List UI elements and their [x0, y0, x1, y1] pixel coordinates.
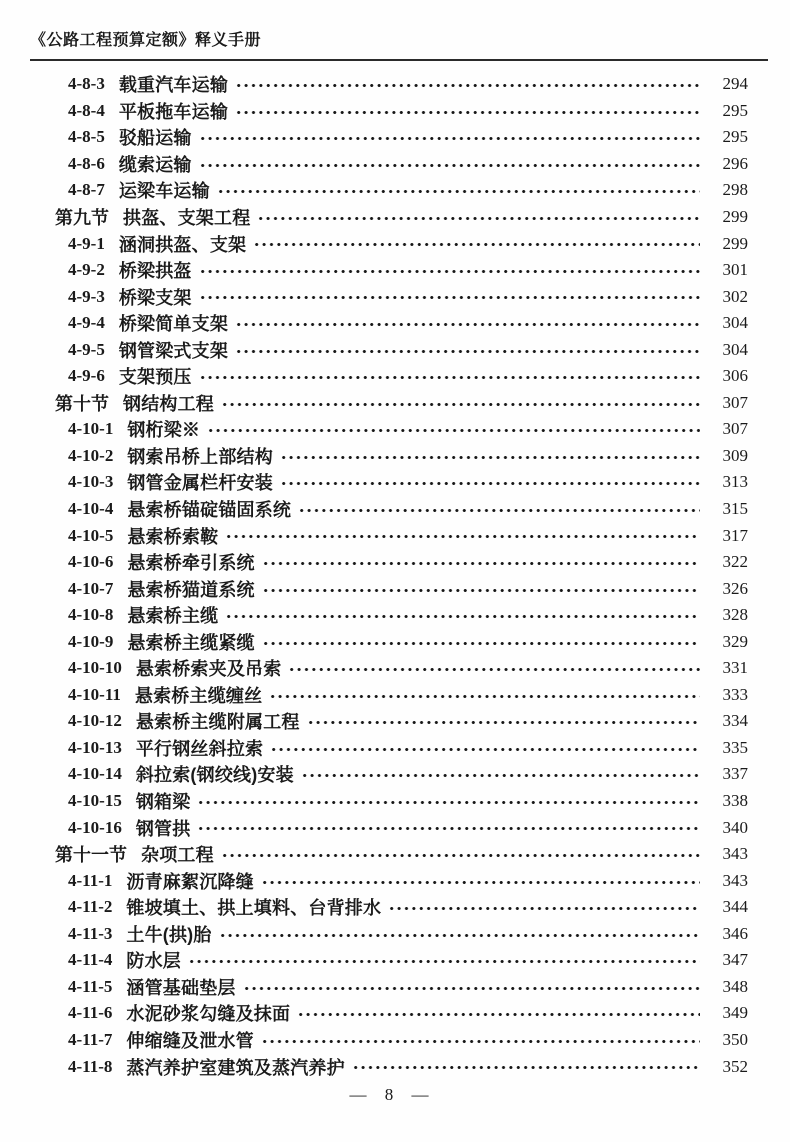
dotted-leader: [280, 469, 700, 496]
toc-entry-title: 平板拖车运输: [118, 101, 229, 122]
toc-entry: [30, 735, 748, 762]
toc-entry-title: 悬索桥主缆: [127, 606, 219, 627]
toc-entry: [30, 390, 748, 417]
toc-entry: [30, 151, 748, 178]
toc-entry-page: 295: [722, 100, 748, 120]
toc-entry-number: 4-11-8: [68, 1056, 113, 1076]
toc-entry-title: 平行钢丝斜拉索: [135, 738, 264, 759]
toc-entry-title: 拱盔、支架工程: [123, 208, 251, 228]
dotted-leader: [261, 1027, 700, 1054]
toc-entry-number: 第十一节: [55, 845, 127, 866]
dotted-leader: [219, 921, 700, 948]
toc-entry: [30, 177, 748, 204]
toc-entry: [30, 469, 748, 496]
dotted-leader: [301, 761, 700, 788]
toc-entry: [30, 443, 748, 470]
dotted-leader: [257, 204, 700, 231]
toc-entry-number: 4-10-3: [68, 472, 114, 492]
toc-entry-page: 343: [722, 870, 748, 890]
toc-entry-number: 4-8-4: [68, 100, 105, 120]
toc-entry-title: 钢管拱: [135, 818, 191, 839]
toc-entry-title: 钢桁梁※: [127, 420, 201, 441]
toc-entry-page: 315: [722, 499, 748, 519]
toc-entry: [30, 257, 748, 284]
toc-entry-page: 331: [722, 658, 748, 678]
toc-entry-page: 328: [722, 605, 748, 625]
toc-entry-title: 钢箱梁: [135, 792, 191, 813]
toc-entry-number: 4-10-5: [68, 525, 114, 545]
toc-entry-number: 4-11-3: [68, 923, 113, 943]
toc-entry-page: 304: [722, 339, 748, 359]
toc-entry-number: 4-11-7: [68, 1029, 113, 1049]
toc-entry-title: 运梁车运输: [118, 181, 210, 202]
toc-entry-number: 4-10-11: [68, 684, 121, 704]
dotted-leader: [199, 283, 700, 310]
toc-entry: [30, 496, 748, 523]
toc-entry-page: 344: [722, 897, 748, 917]
toc-list: [30, 61, 748, 1080]
dotted-leader: [197, 814, 700, 841]
dotted-leader: [297, 1000, 700, 1027]
toc-entry: [30, 1000, 748, 1027]
toc-entry-title: 涵管基础垫层: [126, 977, 236, 998]
dotted-leader: [269, 682, 700, 709]
toc-entry-title: 悬索桥猫道系统: [127, 579, 255, 600]
toc-entry-title: 桥梁拱盔: [118, 261, 192, 282]
dotted-leader: [243, 974, 700, 1001]
toc-entry-page: 302: [722, 286, 748, 306]
toc-entry-title: 悬索桥牵引系统: [127, 553, 255, 574]
toc-entry-title: 涵洞拱盔、支架: [118, 234, 247, 255]
toc-entry: [30, 336, 748, 363]
toc-entry-number: 4-10-6: [68, 552, 114, 572]
toc-entry-page: 306: [722, 366, 748, 386]
toc-entry-number: 第九节: [55, 208, 109, 228]
toc-entry: [30, 575, 748, 602]
toc-entry: [30, 894, 748, 921]
toc-entry-number: 4-8-7: [68, 180, 105, 200]
dotted-leader: [288, 655, 700, 682]
dotted-leader: [307, 708, 700, 735]
toc-entry: [30, 974, 748, 1001]
dotted-leader: [207, 416, 700, 443]
toc-entry-number: 4-10-8: [68, 605, 114, 625]
toc-entry-number: 4-10-14: [68, 764, 122, 784]
toc-entry-page: 340: [722, 817, 748, 837]
toc-entry-number: 4-11-1: [68, 870, 113, 890]
toc-entry-page: 298: [722, 180, 748, 200]
toc-entry-number: 4-9-4: [68, 313, 105, 333]
toc-entry-number: 4-10-2: [68, 445, 114, 465]
toc-entry: [30, 98, 748, 125]
toc-entry-title: 防水层: [126, 951, 181, 972]
toc-entry-page: 307: [722, 419, 748, 439]
toc-entry-number: 4-10-16: [68, 817, 122, 837]
toc-entry-title: 水泥砂浆勾缝及抹面: [126, 1004, 291, 1025]
toc-entry-page: 301: [722, 260, 748, 280]
toc-entry-number: 4-10-13: [68, 737, 122, 757]
toc-entry-title: 斜拉索(钢绞线)安装: [135, 765, 294, 786]
toc-entry-title: 桥梁简单支架: [118, 314, 229, 335]
toc-entry: [30, 522, 748, 549]
toc-entry-title: 悬索桥主缆附属工程: [135, 712, 300, 733]
dotted-leader: [221, 390, 700, 417]
dotted-leader: [253, 230, 700, 257]
toc-entry-page: 294: [722, 74, 748, 94]
toc-entry-number: 4-10-9: [68, 631, 114, 651]
toc-entry: [30, 628, 748, 655]
toc-entry: [30, 230, 748, 257]
page-number-folio: — 8 —: [349, 1084, 429, 1104]
toc-entry-page: 309: [722, 445, 748, 465]
toc-entry-page: 350: [722, 1029, 748, 1049]
toc-entry-title: 悬索桥主缆缠丝: [134, 685, 263, 706]
dotted-leader: [262, 549, 700, 576]
toc-entry: [30, 1027, 748, 1054]
toc-entry-number: 4-10-15: [68, 791, 122, 811]
toc-entry: [30, 204, 748, 231]
dotted-leader: [197, 788, 700, 815]
toc-entry-title: 沥青麻絮沉降缝: [126, 871, 254, 892]
dotted-leader: [352, 1053, 700, 1080]
toc-entry: [30, 947, 748, 974]
toc-entry-page: 335: [722, 737, 748, 757]
toc-entry-title: 杂项工程: [141, 845, 214, 866]
toc-entry-page: 326: [722, 578, 748, 598]
toc-entry-number: 4-9-5: [68, 339, 105, 359]
toc-entry-title: 钢管梁式支架: [118, 340, 229, 361]
toc-entry-number: 4-10-1: [68, 419, 114, 439]
running-header-book-title: 《公路工程预算定额》释义手册: [30, 32, 262, 49]
dotted-leader: [225, 602, 700, 629]
toc-entry-page: 304: [722, 313, 748, 333]
toc-entry-number: 4-9-6: [68, 366, 105, 386]
toc-entry-title: 钢索吊桥上部结构: [127, 446, 273, 467]
dotted-leader: [270, 735, 700, 762]
toc-entry: [30, 867, 748, 894]
toc-entry-page: 295: [722, 127, 748, 147]
toc-entry-page: 329: [722, 631, 748, 651]
toc-entry-page: 317: [722, 525, 748, 545]
toc-entry-page: 343: [722, 844, 748, 864]
toc-entry-title: 驳船运输: [118, 128, 192, 149]
toc-entry-page: 307: [722, 392, 748, 412]
toc-entry-number: 4-11-2: [68, 897, 113, 917]
toc-entry: [30, 416, 748, 443]
toc-entry-number: 4-10-10: [68, 658, 122, 678]
toc-entry-page: 296: [722, 153, 748, 173]
dotted-leader: [235, 98, 700, 125]
dotted-leader: [262, 628, 700, 655]
toc-entry-title: 锥坡填土、拱上填料、台背排水: [126, 898, 382, 919]
toc-entry-title: 伸缩缝及泄水管: [126, 1030, 254, 1051]
toc-entry: [30, 124, 748, 151]
toc-entry-number: 4-10-12: [68, 711, 122, 731]
toc-entry-title: 支架预压: [118, 367, 192, 388]
dotted-leader: [261, 867, 700, 894]
toc-entry-page: 348: [722, 976, 748, 996]
dotted-leader: [235, 310, 700, 337]
toc-entry-title: 钢管金属栏杆安装: [127, 473, 273, 494]
toc-entry: [30, 602, 748, 629]
toc-entry-title: 钢结构工程: [123, 393, 214, 414]
toc-entry: [30, 841, 748, 868]
toc-entry: [30, 283, 748, 310]
toc-entry-title: 土牛(拱)胎: [126, 924, 212, 945]
dotted-leader: [235, 336, 700, 363]
toc-entry-title: 悬索桥索夹及吊索: [135, 659, 282, 680]
toc-entry-number: 4-11-5: [68, 976, 113, 996]
dotted-leader: [280, 443, 700, 470]
toc-entry: [30, 682, 748, 709]
dotted-leader: [221, 841, 700, 868]
dotted-leader: [235, 71, 700, 98]
dotted-leader: [388, 894, 700, 921]
toc-entry-number: 4-8-5: [68, 127, 105, 147]
dotted-leader: [188, 947, 700, 974]
dotted-leader: [199, 257, 700, 284]
toc-entry-title: 缆索运输: [118, 154, 192, 175]
toc-entry-number: 4-11-4: [68, 950, 113, 970]
dotted-leader: [298, 496, 700, 523]
toc-entry-page: 349: [722, 1003, 748, 1023]
toc-entry-title: 悬索桥主缆紧缆: [127, 632, 255, 653]
toc-entry: [30, 1053, 748, 1080]
toc-entry-title: 桥梁支架: [118, 287, 192, 308]
toc-entry: [30, 71, 748, 98]
toc-entry-number: 4-8-3: [68, 74, 105, 94]
toc-entry-title: 载重汽车运输: [118, 75, 229, 96]
toc-entry-page: 313: [722, 472, 748, 492]
dotted-leader: [199, 151, 700, 178]
dotted-leader: [199, 363, 700, 390]
toc-entry-number: 第十节: [55, 393, 109, 414]
toc-entry-title: 悬索桥锚碇锚固系统: [127, 500, 292, 521]
dotted-leader: [262, 575, 700, 602]
toc-entry-page: 352: [722, 1056, 748, 1076]
toc-entry: [30, 921, 748, 948]
toc-entry: [30, 761, 748, 788]
toc-entry-number: 4-9-2: [68, 260, 105, 280]
toc-entry-page: 299: [722, 207, 748, 226]
toc-entry: [30, 788, 748, 815]
toc-entry-number: 4-9-3: [68, 286, 105, 306]
toc-entry-number: 4-8-6: [68, 153, 105, 173]
toc-entry-number: 4-10-7: [68, 578, 114, 598]
toc-entry-number: 4-11-6: [68, 1003, 113, 1023]
toc-entry-title: 蒸汽养护室建筑及蒸汽养护: [126, 1057, 345, 1078]
toc-entry-page: 299: [722, 233, 748, 253]
toc-entry: [30, 814, 748, 841]
toc-entry: [30, 655, 748, 682]
toc-entry: [30, 310, 748, 337]
dotted-leader: [225, 522, 700, 549]
toc-entry: [30, 708, 748, 735]
toc-entry-number: 4-9-1: [68, 233, 105, 253]
toc-entry-page: 322: [722, 552, 748, 572]
dotted-leader: [217, 177, 700, 204]
toc-entry-title: 悬索桥索鞍: [127, 526, 219, 547]
toc-entry-page: 346: [722, 923, 748, 943]
toc-entry-page: 333: [722, 684, 748, 704]
toc-entry: [30, 549, 748, 576]
toc-entry-page: 338: [722, 791, 748, 811]
dotted-leader: [199, 124, 700, 151]
toc-entry: [30, 363, 748, 390]
toc-entry-page: 334: [722, 711, 748, 731]
toc-entry-page: 347: [722, 950, 748, 970]
toc-entry-number: 4-10-4: [68, 499, 114, 519]
toc-entry-page: 337: [722, 764, 748, 784]
